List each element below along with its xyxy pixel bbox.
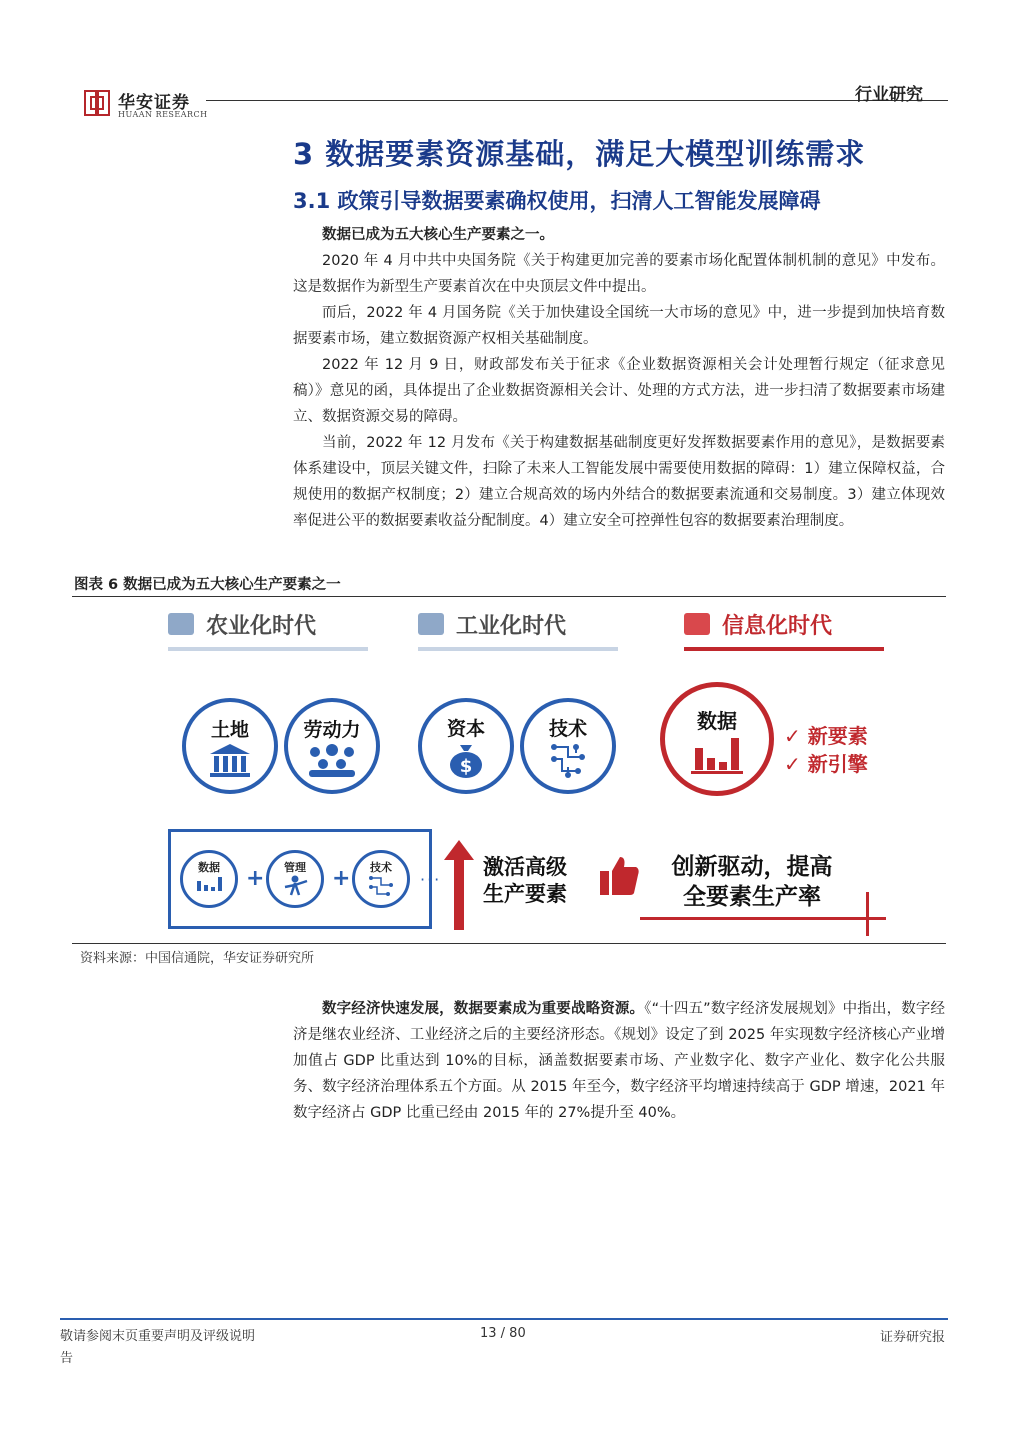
section2-text: 《“十四五”数字经济发展规划》中指出，数字经济是继农业经济、工业经济之后的主要经济形态。《规划》设定了到 2025 年实现数字经济核心产业增加值占 GDP 比重达到 10%的目标，涵盖数据要素市场、产业数字化、数字产业化、数字化公共服务、数字经济治理体系五个方面。从 2015 年至今，数字经济平均增速持续高于 GDP 增速，2021 年数字经济占 GDP 比重已经由 2015 年的 27%提升至 40%。 [293, 1001, 945, 1121]
combo-data [180, 850, 238, 908]
figure-source: 资料来源：中国信通院，华安证券研究所 [80, 951, 315, 966]
era-agriculture [168, 604, 368, 644]
era-information-label: 信息化时代 [722, 613, 833, 639]
plus-sign: + [246, 866, 265, 891]
figure-title: 图表 6 数据已成为五大核心生产要素之一 [74, 577, 341, 593]
paragraph-3: 2022 年 12 月 9 日，财政部发布关于征求《企业数据资源相关会计处理暂行规定（征求意见稿）》意见的函，具体提出了企业数据资源相关会计、处理的方式方法，进一步扫清了数据要素市场建立、数据资源交易的障碍。 [293, 357, 945, 425]
money-bag-icon [448, 741, 484, 779]
check-new-factor-label: 新要素 [807, 724, 868, 748]
paragraph-4: 当前，2022 年 12 月发布《关于构建数据基础制度更好发挥数据要素作用的意见》，是数据要素体系建设中，顶层关键文件，扫除了未来人工智能发展中需要使用数据的障碍：1）建立保障权益，合规使用的数据产权制度；2）建立合规高效的场内外结合的数据要素流通和交易制度。3）建立体现效率促进公平的数据要素收益分配制度。4）建立安全可控弹性包容的数据要素治理制度。 [293, 435, 945, 529]
factor-data [660, 682, 774, 796]
factor-data-label: 数据 [697, 708, 737, 733]
combo-management [266, 850, 324, 908]
paragraph-2: 而后，2022 年 4 月国务院《关于加快建设全国统一大市场的意见》中，进一步提到加快培育数据要素市场，建立数据资源产权相关基础制度。 [293, 305, 945, 347]
factor-technology-label: 技术 [548, 717, 587, 740]
footer-disclaimer [60, 1326, 300, 1370]
documents-icon [684, 613, 710, 635]
report-category: 行业研究 [855, 85, 923, 105]
era-industrial-underline [418, 647, 618, 651]
bar-chart-icon [195, 875, 223, 893]
plus-sign: + [332, 866, 351, 891]
factor-labor [284, 698, 380, 794]
section2-body [293, 996, 945, 1126]
documents-icon [168, 613, 194, 635]
figure-top-rule [72, 596, 946, 597]
activate-line-2: 生产要素 [483, 882, 567, 906]
documents-icon [418, 613, 444, 635]
checkmark-icon: ✓ [784, 724, 801, 748]
combo-data-label: 数据 [198, 861, 220, 874]
factor-labor-label: 劳动力 [303, 718, 361, 741]
factor-capital-label: 资本 [446, 717, 485, 740]
circuit-icon [368, 875, 394, 897]
check-new-engine [784, 748, 868, 777]
era-industrial-label: 工业化时代 [456, 613, 567, 639]
era-industrial [418, 604, 618, 644]
crowd-icon [305, 742, 359, 778]
combo-technology [352, 850, 410, 908]
combo-management-label: 管理 [284, 861, 306, 874]
person-pointing-icon [281, 875, 309, 897]
footer-disclaimer-line-2: 告 [60, 1351, 74, 1366]
slogan-line-2: 全要素生产率 [683, 884, 821, 910]
footer-divider [60, 1318, 948, 1320]
factor-capital [418, 698, 514, 794]
logo-name-en: HUAAN RESEARCH [118, 110, 208, 119]
combo-technology-label: 技术 [370, 861, 392, 874]
activate-label [483, 854, 567, 908]
section-heading: 3 数据要素资源基础，满足大模型训练需求 [293, 137, 866, 171]
up-arrow-icon [444, 840, 474, 930]
section2-lead: 数字经济快速发展，数据要素成为重要战略资源。 [322, 1001, 645, 1017]
factor-technology [520, 698, 616, 794]
checkmark-icon: ✓ [784, 752, 801, 776]
activate-line-1: 激活高级 [483, 855, 567, 879]
factor-land [182, 698, 278, 794]
check-new-engine-label: 新引擎 [807, 752, 868, 776]
check-new-factor [784, 720, 868, 749]
factor-land-label: 土地 [210, 718, 249, 741]
era-information [684, 604, 884, 644]
footer-disclaimer-line-1: 敬请参阅末页重要声明及评级说明 [60, 1329, 256, 1344]
slogan [640, 852, 864, 912]
subsection-heading: 3.1 政策引导数据要素确权使用，扫清人工智能发展障碍 [293, 189, 821, 213]
section2-paragraph [293, 996, 945, 1126]
era-agriculture-label: 农业化时代 [206, 613, 317, 639]
circuit-icon [548, 741, 588, 779]
thumbs-up-icon [600, 855, 640, 897]
era-agriculture-underline [168, 647, 368, 651]
bank-building-icon [208, 742, 252, 778]
page-number: 13 / 80 [480, 1326, 526, 1341]
section1-lead: 数据已成为五大核心生产要素之一。 [322, 227, 554, 243]
svg-text:$: $ [459, 755, 473, 777]
ellipsis: ··· [420, 870, 442, 889]
slogan-line-1: 创新驱动，提高 [671, 854, 833, 880]
header-divider [206, 100, 948, 101]
logo-mark [84, 90, 110, 116]
bar-chart-icon [691, 734, 743, 774]
slogan-bracket [866, 892, 869, 936]
figure-bottom-rule [72, 943, 946, 944]
logo-name-cn: 华安证券 [118, 93, 190, 113]
slogan-underline [640, 917, 886, 920]
era-information-underline [684, 647, 884, 651]
section1-body [293, 222, 945, 534]
footer-report-type: 证券研究报 [879, 1330, 945, 1345]
paragraph-1: 2020 年 4 月中共中央国务院《关于构建更加完善的要素市场化配置体制机制的意见》中发布。这是数据作为新型生产要素首次在中央顶层文件中提出。 [293, 253, 945, 295]
